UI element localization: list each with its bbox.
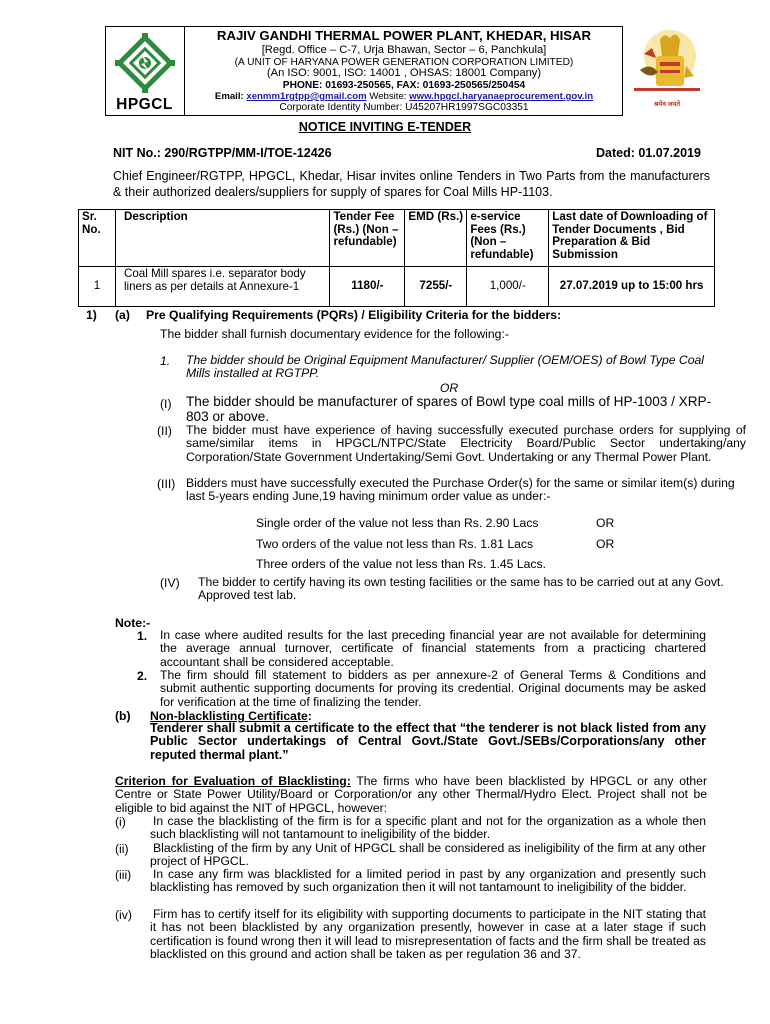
order-or: OR	[596, 516, 615, 530]
order-criterion: Single order of the value not less than Rs. 2.90 Lacs	[256, 516, 539, 530]
email-label: Email:	[214, 91, 244, 102]
nonblack-text: Tenderer shall submit a certificate to the effect that “the tenderer is not black listed from any Public Sector undertakings of Central Govt./State Govt./SEBs/Corporations/any other reputed thermal plant.”	[150, 721, 706, 762]
criterion-item-num: (i)	[115, 815, 126, 829]
pqr-item-I: The bidder should be manufacturer of spares of Bowl type coal mills of HP-1003 / XRP-803 or above.	[186, 394, 712, 424]
hpgcl-logo-icon	[106, 28, 184, 98]
iso-line: (An ISO: 9001, ISO: 14001 , OHSAS: 18001 Company)	[266, 67, 542, 79]
criterion-item-num: (iv)	[115, 908, 132, 922]
pqr-lead: The bidder shall furnish documentary evidence for the following:-	[160, 327, 509, 341]
pqr-heading: Pre Qualifying Requirements (PQRs) / Eligibility Criteria for the bidders:	[146, 308, 562, 322]
cell-last-date: 27.07.2019 up to 15:00 hrs	[549, 267, 715, 307]
email-link[interactable]: xenmm1rgtpp@gmail.com	[246, 91, 367, 102]
col-header-emd: EMD (Rs.)	[405, 210, 467, 267]
order-criterion: Three orders of the value not less than Rs. 1.45 Lacs.	[256, 557, 546, 571]
col-header-eservice-fee: e-service Fees (Rs.) (Non – refundable)	[467, 210, 549, 267]
website-label: Website:	[369, 91, 407, 102]
cell-eservice-fee: 1,000/-	[467, 267, 549, 307]
logo-text: HPGCL	[116, 96, 173, 113]
note-1: In case where audited results for the last preceding financial year are not available for determining the average annual turnover, certificate of financial statements from a practicing chartered accountant shall be considered acceptable.	[160, 628, 706, 669]
phone-line: PHONE: 01693-250565, FAX: 01693-250565/250454	[282, 80, 526, 91]
pqr-item-num: (III)	[157, 477, 176, 491]
note-label: Note:-	[115, 616, 151, 630]
intro-paragraph: Chief Engineer/RGTPP, HPGCL, Khedar, Hisar invites online Tenders in Two Parts from the manufacturers & their authorized dealers/suppliers for supply of spares for Coal Mills HP-1103.	[113, 169, 710, 199]
emblem-caption: श्रमेव जयते	[653, 101, 681, 108]
tender-table	[78, 209, 715, 307]
pqr-or: OR	[439, 381, 459, 395]
criterion-item-num: (iii)	[115, 868, 132, 882]
cell-srno: 1	[79, 267, 116, 307]
nonblack-heading: Non-blacklisting Certificate	[150, 709, 308, 723]
section-sub-a: (a)	[115, 308, 130, 322]
col-header-last-date: Last date of Downloading of Tender Documents , Bid Preparation & Bid Submission	[549, 210, 715, 267]
pqr-item-num: (I)	[160, 397, 172, 411]
hpgcl-logo	[105, 26, 185, 116]
right-emblem	[630, 26, 704, 114]
criterion-item: In case the blacklisting of the firm is for a specific plant and not for the organization as a whole then such blacklisting will not tantamount to ineligibility of the bidder.	[150, 814, 706, 842]
col-header-tender-fee: Tender Fee (Rs.) (Non – refundable)	[330, 210, 405, 267]
pqr-item-III: Bidders must have successfully executed the Purchase Order(s) for the same or similar item(s) during last 5-years ending June,19 having minimum order value as under:-	[186, 476, 735, 504]
pqr-item-num: (II)	[157, 424, 172, 438]
col-header-description: Description	[115, 210, 329, 267]
cell-tender-fee: 1180/-	[330, 267, 405, 307]
criterion-item: Blacklisting of the firm by any Unit of HPGCL shall be considered as ineligibility of the firm at any other project of HPGCL.	[150, 841, 706, 869]
email-line	[186, 91, 622, 102]
section-number: 1)	[86, 308, 97, 322]
pqr-item-IV: The bidder to certify having its own testing facilities or the same has to be carried out at any Govt. Approved test lab.	[198, 575, 724, 603]
notice-title: NOTICE INVITING E-TENDER	[298, 120, 472, 134]
criterion-item: Firm has to certify itself for its eligibility with supporting documents to participate in the NIT stating that it has not been blacklisted by any organization presently, however in case at a later stage if such certification is found wrong then it will lead to misrepresentation of facts and the firm shall be treated as blacklisted on this ground and action shall be taken as per regulation 36 and 37.	[150, 907, 706, 962]
criterion-heading: Criterion for Evaluation of Blacklisting:	[115, 774, 351, 788]
note-num: 2.	[137, 669, 148, 683]
order-or: OR	[596, 537, 615, 551]
criterion-item: In case any firm was blacklisted for a limited period in past by any organization and presently such blacklisting has removed by such organization then it will not tantamount to ineligibility of the bidder.	[150, 867, 706, 895]
criterion-text: The firms who have been blacklisted by HPGCL or any other Centre or State Power Utility/Board or Corporation/or any other Thermal/Hydro Elect. Project shall not be eligible to bid against the NIT of HPGCL, however:	[115, 774, 708, 815]
note-num: 1.	[137, 629, 148, 643]
table-header-row	[79, 210, 715, 267]
criterion-paragraph	[115, 775, 707, 815]
website-link[interactable]: www.hpgcl.haryanaeprocurement.gov.in	[409, 91, 594, 102]
table-row	[79, 267, 715, 307]
section-sub-b: (b)	[115, 709, 131, 723]
nit-number: NIT No.: 290/RGTPP/MM-I/TOE-12426	[113, 146, 332, 160]
cell-description: Coal Mill spares i.e. separator body liners as per details at Annexure-1	[115, 267, 329, 307]
col-header-srno: Sr. No.	[79, 210, 116, 267]
emblem-icon	[630, 26, 704, 102]
pqr-item-num: 1.	[160, 354, 171, 368]
order-criterion: Two orders of the value not less than Rs. 1.81 Lacs	[256, 537, 534, 551]
pqr-item-II: The bidder must have experience of having successfully executed purchase orders for supplying of same/similar items in HPGCL/NTPC/State Electricity Board/Public Sector undertaking/any Corporation/State Government Undertaking/Semi Govt. Undertaking or any Thermal Power Plant.	[186, 423, 746, 464]
pqr-item-1: The bidder should be Original Equipment Manufacturer/ Supplier (OEM/OES) of Bowl Type Coal Mills installed at RGTPP.	[186, 353, 704, 381]
unit-of-line: (A UNIT OF HARYANA POWER GENERATION CORPORATION LIMITED)	[234, 57, 574, 68]
cin-line: Corporate Identity Number: U45207HR1997SGC03351	[279, 102, 529, 113]
plant-title: RAJIV GANDHI THERMAL POWER PLANT, KHEDAR, HISAR	[216, 28, 592, 43]
nonblack-colon: :	[307, 709, 312, 723]
regd-office: [Regd. Office – C-7, Urja Bhawan, Sector – 6, Panchkula]	[261, 44, 547, 56]
nit-date: Dated: 01.07.2019	[596, 146, 701, 160]
criterion-item-num: (ii)	[115, 842, 129, 856]
note-2: The firm should fill statement to bidders as per annexure-2 of General Terms & Conditions and submit authentic supporting documents for proving its credential. Original documents may be asked for verification at the time of finalizing the tender.	[160, 668, 706, 709]
cell-emd: 7255/-	[405, 267, 467, 307]
pqr-item-num: (IV)	[160, 576, 180, 590]
